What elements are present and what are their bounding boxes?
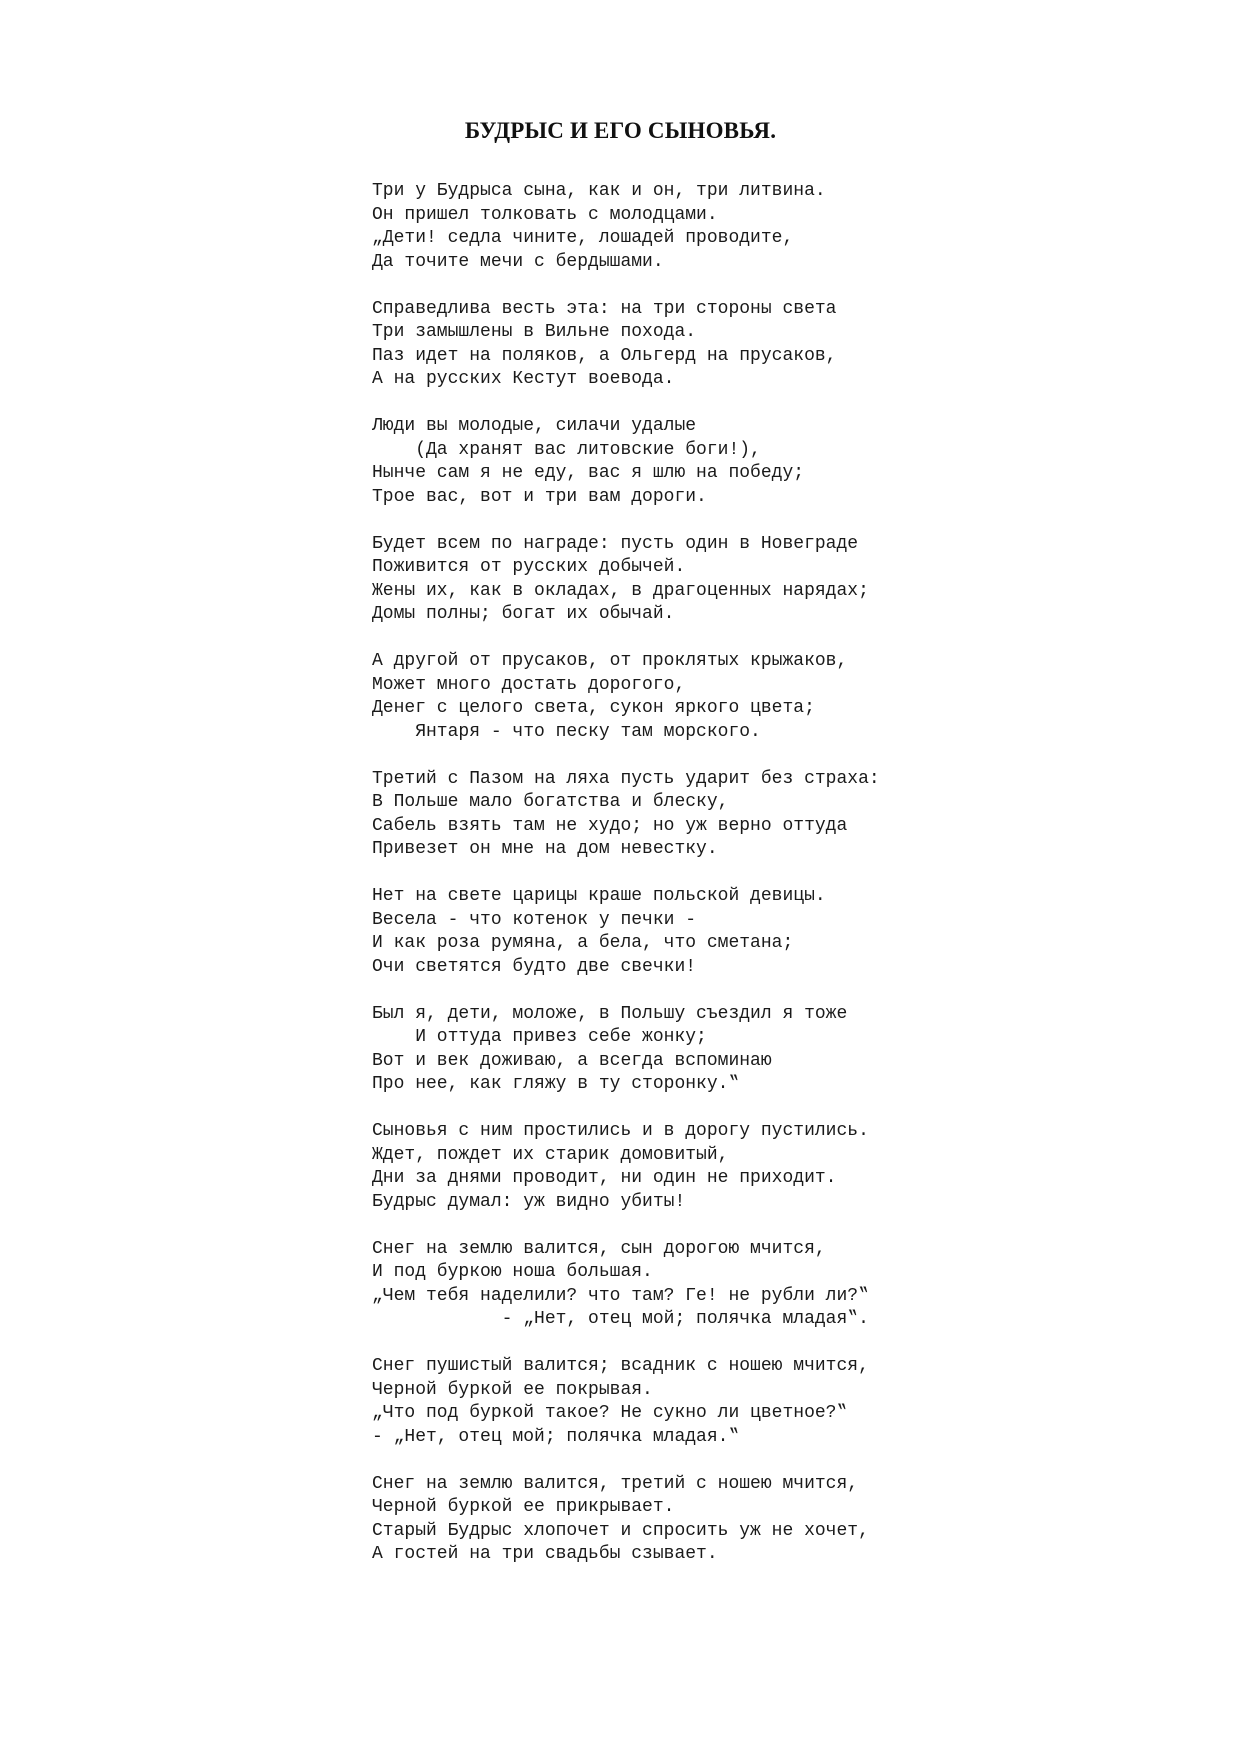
poem-line: Будет всем по награде: пусть один в Новеграде: [372, 533, 859, 554]
poem-title: БУДРЫС И ЕГО СЫНОВЬЯ.: [464, 118, 777, 143]
poem-line: Янтаря - что песку там морского.: [372, 721, 761, 742]
poem-body: [372, 180, 1132, 1590]
poem-line: Домы полны; богат их обычай.: [372, 604, 675, 624]
stanza: [372, 1238, 1132, 1332]
poem-line: И оттуда привез себе жонку;: [372, 1027, 707, 1047]
poem-line: Про нее, как гляжу в ту сторонку.‟: [372, 1074, 740, 1094]
poem-line: (Да хранят вас литовские боги!),: [372, 439, 761, 460]
poem-line: Сабель взять там не худо; но уж верно оттуда: [372, 815, 848, 836]
poem-line: Снег на землю валится, сын дорогою мчится,: [372, 1238, 826, 1259]
poem-line: Черной буркой ее покрывая.: [372, 1379, 653, 1400]
poem-line: Паз идет на поляков, а Ольгерд на прусаков,: [372, 345, 837, 366]
poem-line: Поживится от русских добычей.: [372, 557, 686, 577]
poem-line: Нет на свете царицы краше польской девицы.: [372, 886, 826, 906]
poem-line: Третий с Пазом на ляха пусть ударит без страха:: [372, 768, 880, 789]
poem-line: Был я, дети, моложе, в Польшу съездил я тоже: [372, 1003, 848, 1024]
poem-line: Может много достать дорогого,: [372, 674, 686, 695]
poem-line: Сыновья с ним простились и в дорогу пустились.: [372, 1121, 869, 1141]
poem-line: Будрыс думал: уж видно убиты!: [372, 1191, 686, 1212]
poem-line: Привезет он мне на дом невестку.: [372, 839, 718, 859]
poem-line: А на русских Кестут воевода.: [372, 369, 675, 389]
stanza: [372, 768, 1132, 862]
stanza: [372, 1003, 1132, 1097]
poem-line: Жены их, как в окладах, в драгоценных нарядах;: [372, 580, 869, 601]
poem-line: А другой от прусаков, от проклятых крыжаков,: [372, 651, 848, 671]
stanza: [372, 1120, 1132, 1214]
stanza: [372, 885, 1132, 979]
stanza: [372, 650, 1132, 744]
stanza: [372, 298, 1132, 392]
poem-line: Справедлива весть эта: на три стороны света: [372, 298, 837, 319]
stanza: [372, 533, 1132, 627]
poem-line: И под буркою ноша большая.: [372, 1262, 653, 1282]
poem-line: И как роза румяна, а бела, что сметана;: [372, 933, 794, 953]
poem-line: Трое вас, вот и три вам дороги.: [372, 486, 707, 507]
poem-line: „Чем тебя наделили? что там? Ге! не рубли ли?‟: [372, 1285, 869, 1306]
poem-line: Он пришел толковать с молодцами.: [372, 204, 718, 225]
poem-line: Три замышлены в Вильне похода.: [372, 322, 697, 342]
poem-line: Черной буркой ее прикрывает.: [372, 1497, 675, 1517]
poem-line: Дни за днями проводит, ни один не приходит.: [372, 1168, 837, 1188]
poem-line: Снег пушистый валится; всадник с ношею мчится,: [372, 1356, 869, 1376]
poem-line: В Польше мало богатства и блеску,: [372, 792, 729, 812]
poem-line: Ждет, пождет их старик домовитый,: [372, 1144, 729, 1165]
poem-line: Очи светятся будто две свечки!: [372, 956, 697, 977]
poem-line: Старый Будрыс хлопочет и спросить уж не хочет,: [372, 1520, 869, 1541]
poem-line: Три у Будрыса сына, как и он, три литвина.: [372, 181, 826, 201]
stanza: [372, 180, 1132, 274]
poem-line: - „Нет, отец мой; полячка младая‟.: [372, 1309, 869, 1329]
poem-line: Весела - что котенок у печки -: [372, 909, 697, 930]
poem-line: Вот и век доживаю, а всегда вспоминаю: [372, 1050, 772, 1071]
stanza: [372, 1473, 1132, 1567]
poem-line: Да точите мечи с бердышами.: [372, 251, 664, 272]
poem-line: „Что под буркой такое? Не сукно ли цветное?‟: [372, 1403, 848, 1423]
poem-line: А гостей на три свадьбы сзывает.: [372, 1544, 718, 1564]
poem-line: - „Нет, отец мой; полячка младая.‟: [372, 1426, 740, 1447]
stanza: [372, 415, 1132, 509]
poem-line: Денег с целого света, сукон яркого цвета;: [372, 698, 815, 718]
poem-line: Люди вы молодые, силачи удалые: [372, 416, 697, 436]
poem-line: Снег на землю валится, третий с ношею мчится,: [372, 1473, 859, 1494]
stanza: [372, 1355, 1132, 1449]
poem-line: „Дети! седла чините, лошадей проводите,: [372, 228, 794, 248]
poem-line: Нынче сам я не еду, вас я шлю на победу;: [372, 463, 805, 483]
